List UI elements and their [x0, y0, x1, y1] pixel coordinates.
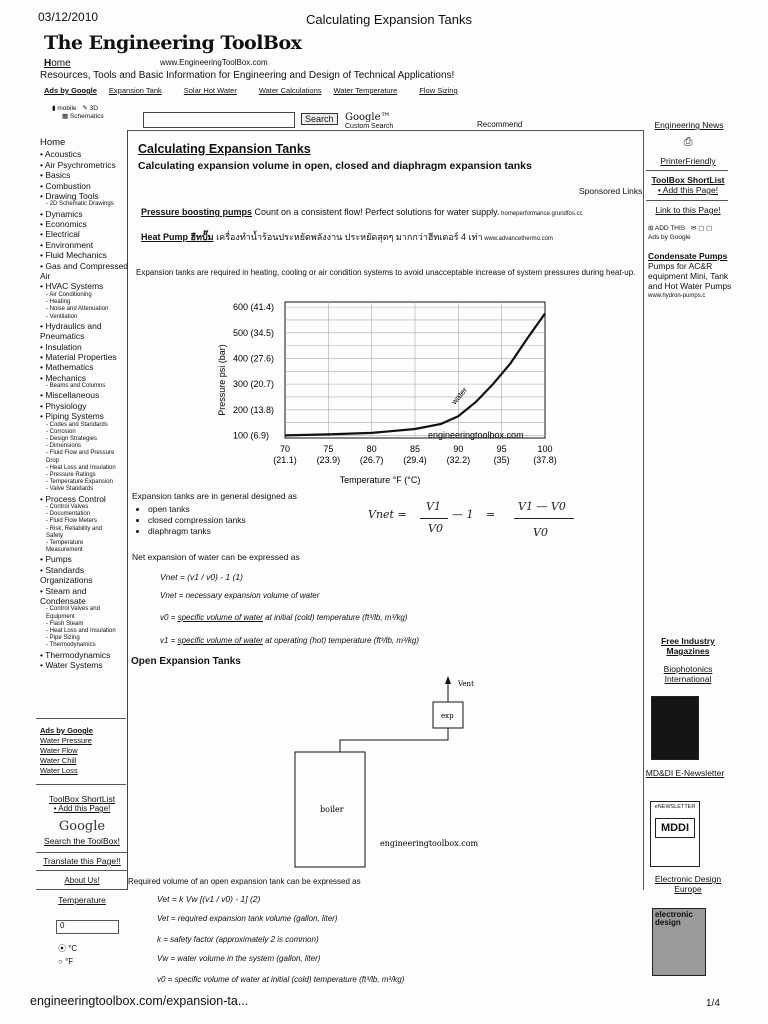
electronic-design-cover-image[interactable]: [652, 908, 706, 976]
right-ad-text: Pumps for AC&R equipment Mini, Tank and Hot Water Pumps: [648, 261, 732, 291]
link-to-page-link[interactable]: Link to this Page!: [655, 205, 721, 215]
sidebar-item[interactable]: • Pumps: [40, 554, 72, 565]
chart-y-tick-label: 500 (34.5): [233, 327, 275, 338]
google-logo-icon: Google: [58, 819, 106, 834]
search-button[interactable]: Search: [301, 113, 338, 125]
sidebar-item[interactable]: • Steam and: [40, 585, 87, 596]
biophotonics-cover-image[interactable]: [651, 696, 699, 760]
celsius-radio[interactable]: ⦿: [58, 944, 66, 953]
right-shortlist-link[interactable]: ToolBox ShortList: [651, 175, 725, 185]
hand-equals: =: [486, 508, 496, 521]
ad-heatpump-text: เครื่องทำน้ำร้อนประหยัดพลังงาน ประหยัดสุดๆ มากกว่าฮีทเตอร์ 4 เท่า: [213, 232, 483, 242]
right-ad-title[interactable]: Condensate Pumps: [648, 251, 728, 261]
water-series-label: water: [449, 385, 470, 407]
sidebar-item[interactable]: Organizations: [40, 575, 93, 586]
sidebar-subitem[interactable]: - Pipe Sizing: [46, 635, 80, 642]
definition-v0-cut: v0 = specific volume of water at initial (cold) temperature (ft³/lb, m³/kg): [157, 975, 405, 984]
chart-x-tick-label: 70 (21.1): [273, 444, 297, 465]
list-item: • open tanks: [148, 504, 246, 515]
electronic-design-cover-title: electronic design: [655, 910, 693, 927]
sidebar-subitem[interactable]: - Documentation: [46, 511, 91, 518]
sidebar-item[interactable]: • Piping Systems: [40, 411, 104, 422]
sidebar-item[interactable]: • HVAC Systems: [40, 281, 104, 292]
boiler-label: boiler: [320, 805, 344, 814]
fahrenheit-radio[interactable]: ○: [58, 957, 63, 966]
mddi-tag: eNEWSLETTER: [654, 804, 696, 810]
ad-heatpump-url[interactable]: www.advancethermo.com: [482, 236, 553, 242]
sidebar-item[interactable]: Air: [40, 271, 51, 282]
hand-numerator: V1 — V0: [518, 500, 566, 513]
right-ads-label[interactable]: Ads by Google: [648, 234, 691, 241]
sidebar-ad-water-flow[interactable]: Water Flow: [40, 746, 78, 755]
sidebar-item[interactable]: • Acoustics: [40, 149, 82, 160]
add-this-icon: ⊞: [648, 225, 654, 232]
mobile-link[interactable]: mobile: [57, 105, 77, 112]
sidebar-item[interactable]: • Drawing Tools: [40, 191, 99, 202]
sidebar-subitem[interactable]: - Heating: [46, 299, 71, 306]
share-icons: ✉ ▢ ▢: [690, 225, 713, 232]
sponsored-links-label: Sponsored Links: [579, 186, 643, 196]
intro-paragraph: Expansion tanks are required in heating, cooling or air condition systems to avoid unacceptable increase of system pressures during heat-up.: [136, 268, 636, 277]
chart-x-axis-label: Temperature °F (°C): [339, 475, 421, 485]
right-ad-url[interactable]: www.hydron-pumps.c: [648, 293, 706, 299]
page-title[interactable]: Calculating Expansion Tanks: [138, 142, 311, 156]
print-date: 03/12/2010: [38, 10, 99, 24]
schematics-icon[interactable]: ▦: [62, 113, 69, 120]
sidebar-item[interactable]: • Physiology: [40, 400, 87, 411]
sidebar-tools: [36, 794, 128, 905]
sidebar-subitem[interactable]: - 2D Schematic Drawings: [46, 201, 114, 208]
exp-label: exp: [441, 712, 454, 720]
sidebar-subitem[interactable]: Drop: [46, 457, 60, 464]
sidebar-item[interactable]: • Environment: [40, 239, 94, 250]
top-ads-row: [44, 86, 458, 95]
sidebar-item[interactable]: • Process Control: [40, 493, 106, 504]
magazine-mddi-link[interactable]: MD&DI E-Newsletter: [645, 768, 725, 778]
definition-v0: v0 = specific volume of water at initial (cold) temperature (ft³/lb, m³/kg): [160, 613, 408, 622]
temp-unit-radios: [58, 942, 77, 968]
sidebar-subitem[interactable]: - Corrosion: [46, 428, 76, 435]
sidebar-ads: [40, 726, 93, 776]
sidebar-add-page-link[interactable]: • Add this Page!: [53, 804, 111, 813]
mddi-cover-image[interactable]: [650, 801, 700, 867]
temperature-converter-label[interactable]: Temperature: [58, 895, 106, 905]
sidebar-subitem[interactable]: - Heat Loss and Insulation: [46, 464, 116, 471]
right-divider-2: [646, 200, 728, 201]
ad-link-expansion-tank[interactable]: Expansion Tank: [108, 86, 162, 95]
sidebar-item[interactable]: • Insulation: [40, 341, 82, 352]
sidebar-nav: [40, 138, 132, 670]
sidebar-subitem[interactable]: - Flash Steam: [46, 620, 84, 627]
sidebar-subitem[interactable]: - Fluid Flow Meters: [46, 518, 98, 525]
ad-link-water-temperature[interactable]: Water Temperature: [333, 86, 398, 95]
translate-page-link[interactable]: Translate this Page!!: [43, 856, 121, 866]
handwritten-formula: [368, 500, 588, 550]
sidebar-item-home[interactable]: Home: [40, 137, 66, 148]
right-divider-1: [646, 170, 728, 171]
right-divider: [643, 130, 644, 890]
ad-pumps-title[interactable]: Pressure boosting pumps: [141, 207, 253, 217]
hand-denominator: V0: [533, 526, 548, 539]
chart-credit: engineeringtoolbox.com: [428, 430, 524, 440]
magazine-electronic-design-link[interactable]: Electronic Design Europe: [654, 874, 722, 894]
google-custom-search: [345, 112, 393, 130]
chart-x-tick-label: 85 (29.4): [403, 444, 427, 465]
chart-x-tick-label: 95 (35): [493, 444, 510, 465]
chart-x-tick-label: 90 (32.2): [446, 444, 471, 465]
sponsored-ad-heatpump[interactable]: [141, 230, 641, 244]
sidebar-subitem[interactable]: - Valve Standards: [46, 486, 94, 493]
hand-v1: V1: [426, 500, 441, 513]
chart-y-axis-label: Pressure psi (bar): [217, 344, 227, 416]
site-url: www.EngineeringToolBox.com: [160, 58, 268, 67]
sidebar-item[interactable]: • Gas and Compressed: [40, 260, 129, 271]
sidebar-item[interactable]: • Hydraulics and: [40, 320, 102, 331]
specific-volume-link[interactable]: specific volume of water: [177, 636, 263, 645]
chart-x-tick-label: 75 (23.9): [316, 444, 341, 465]
chart-y-tick-label: 200 (13.8): [233, 404, 275, 415]
sidebar-shortlist-link[interactable]: ToolBox ShortList: [48, 794, 116, 804]
ad-link-water-calculations[interactable]: Water Calculations: [258, 86, 322, 95]
right-ad: [648, 251, 736, 301]
ad-pumps-text: Count on a consistent flow! Perfect solutions for water supply.: [252, 207, 500, 217]
add-this-button[interactable]: ⊞ ADD THIS ✉ ▢ ▢: [648, 225, 713, 232]
sidebar-ad-water-chill[interactable]: Water Chill: [40, 756, 77, 765]
net-expansion-text: Net expansion of water can be expressed as: [132, 552, 300, 562]
page-subtitle: Calculating expansion volume in open, closed and diaphragm expansion tanks: [138, 160, 532, 172]
sidebar-subitem[interactable]: - Risk, Reliability and: [46, 525, 103, 532]
sidebar-subitem[interactable]: - Noise and Attenuation: [46, 306, 109, 313]
chart-y-tick-label: 300 (20.7): [233, 379, 275, 390]
printer-friendly-link[interactable]: PrinterFriendly: [660, 156, 716, 166]
sidebar-item[interactable]: • Economics: [40, 219, 87, 230]
print-title: Calculating Expansion Tanks: [306, 12, 472, 27]
sidebar-subitem[interactable]: Equipment: [46, 613, 75, 620]
search-input[interactable]: [143, 112, 295, 128]
hand-vnet: Vnet =: [368, 508, 407, 521]
hand-minus-one: — 1: [452, 508, 474, 521]
site-tagline: Resources, Tools and Basic Information for Engineering and Design of Technical Applications!: [40, 70, 455, 81]
sidebar-subitem[interactable]: - Control Valves: [46, 504, 89, 510]
definition-vet: Vet = required expansion tank volume (gallon, liter): [157, 914, 338, 923]
sidebar-item[interactable]: • Mathematics: [40, 362, 94, 373]
diagram-credit: engineeringtoolbox.com: [380, 839, 479, 848]
sidebar-item[interactable]: • Dynamics: [40, 208, 83, 219]
chart-x-tick-label: 100 (37.8): [533, 444, 557, 465]
sidebar-item[interactable]: • Mechanics: [40, 372, 86, 383]
chart-y-tick-label: 600 (41.4): [233, 302, 275, 313]
search-toolbox-link[interactable]: Search the ToolBox!: [44, 836, 120, 846]
sidebar-item[interactable]: Condensate: [40, 596, 86, 607]
definition-v1: v1 = specific volume of water at operating (hot) temperature (ft³/lb, m³/kg): [160, 636, 420, 645]
custom-search-label: Custom Search: [345, 123, 394, 130]
list-item: • closed compression tanks: [148, 515, 246, 526]
sidebar-item[interactable]: • Combustion: [40, 180, 91, 191]
definition-vw: Vw = water volume in the system (gallon, liter): [157, 954, 321, 963]
equation-1: Vnet = (v1 / v0) - 1 (1): [160, 572, 243, 582]
open-tanks-heading: Open Expansion Tanks: [131, 656, 241, 667]
free-magazines-link[interactable]: Free Industry Magazines: [661, 636, 715, 656]
engineering-news-link[interactable]: Engineering News: [654, 120, 724, 130]
sidebar-subitem[interactable]: - Codes and Standards: [46, 421, 108, 428]
site-logo[interactable]: The Engineering ToolBox: [44, 32, 302, 54]
sidebar-subitem[interactable]: - Pressure Ratings: [46, 471, 96, 478]
sidebar-divider-5: [36, 889, 128, 890]
chart-x-tick-label: 80 (26.7): [359, 444, 384, 465]
sidebar-subitem[interactable]: Safety: [46, 532, 64, 539]
pencil-icon[interactable]: ✎: [82, 105, 88, 112]
vent-arrow-icon: [445, 676, 451, 684]
definition-vnet: Vnet = necessary expansion volume of water: [160, 591, 320, 600]
sidebar-subitem[interactable]: Measurement: [46, 547, 83, 554]
sidebar-item[interactable]: • Air Psychrometrics: [40, 159, 116, 170]
specific-volume-link[interactable]: specific volume of water: [177, 613, 263, 622]
required-volume-text: Required volume of an open expansion tank can be expressed as: [128, 877, 361, 886]
sidebar-ads-label[interactable]: Ads by Google: [40, 726, 93, 735]
mddi-logo: MDDI: [655, 818, 695, 838]
chart-y-tick-label: 100 (6.9): [233, 430, 270, 441]
3d-link[interactable]: 3D: [89, 105, 98, 112]
sidebar-item[interactable]: • Electrical: [40, 229, 80, 240]
about-us-link[interactable]: About Us!: [64, 876, 100, 885]
sidebar-item[interactable]: • Material Properties: [40, 351, 117, 362]
sidebar-ad-water-loss[interactable]: Water Loss: [40, 766, 78, 775]
print-page-number: 1/4: [706, 998, 720, 1009]
equation-2: Vet = k Vw [(v1 / v0) - 1] (2): [157, 894, 261, 904]
sidebar-item[interactable]: • Basics: [40, 170, 71, 181]
top-divider: [128, 130, 643, 131]
home-link[interactable]: Home: [44, 58, 71, 69]
designed-as-text: Expansion tanks are in general designed as: [132, 491, 297, 501]
sidebar-ad-water-pressure[interactable]: Water Pressure: [40, 736, 92, 745]
right-shortlist: [648, 175, 728, 195]
sidebar-item[interactable]: • Water Systems: [40, 660, 103, 671]
sidebar-subitem[interactable]: - Temperature Expansion: [46, 479, 113, 486]
sidebar-subitem[interactable]: - Temperature: [46, 540, 84, 547]
sidebar-divider-3: [36, 852, 128, 853]
list-item: • diaphragm tanks: [148, 526, 246, 537]
sidebar-subitem[interactable]: - Beams and Columns: [46, 383, 106, 390]
sidebar-item[interactable]: • Miscellaneous: [40, 390, 100, 401]
sidebar-subitem[interactable]: - Fluid Flow and Pressure: [46, 450, 115, 457]
sidebar-subitem[interactable]: - Air Conditioning: [46, 291, 92, 298]
schematics-link[interactable]: Schematics: [69, 113, 104, 120]
open-tank-diagram: [280, 672, 510, 872]
free-magazines: [643, 636, 733, 684]
temperature-input[interactable]: 0: [56, 920, 119, 934]
definition-k: k = safety factor (approximately 2 is common): [157, 935, 319, 944]
mini-icon-bar: [52, 104, 104, 120]
connecting-pipe: [340, 728, 448, 752]
sidebar-subitem[interactable]: - Thermodynamics: [46, 642, 96, 649]
pressure-temperature-chart: [200, 290, 580, 490]
ad-link-solar-hot-water[interactable]: Solar Hot Water: [183, 86, 237, 95]
right-add-page-link[interactable]: • Add this Page!: [657, 185, 719, 195]
sidebar-subitem[interactable]: - Heat Loss and Insulation: [46, 628, 116, 635]
tank-type-list: [130, 504, 246, 537]
mobile-icon[interactable]: ▮: [52, 105, 56, 112]
sidebar-subitem[interactable]: - Ventilation: [46, 313, 78, 320]
sidebar-ads-divider: [36, 718, 126, 719]
hand-v0: V0: [428, 522, 443, 535]
print-footer-url: engineeringtoolbox.com/expansion-ta...: [30, 994, 249, 1008]
sponsored-ad-pumps[interactable]: [141, 207, 641, 217]
printer-icon[interactable]: ⎙: [683, 136, 693, 148]
sidebar-subitem[interactable]: - Dimensions: [46, 443, 82, 450]
recommend-button[interactable]: Recommend: [477, 120, 523, 129]
google-logo-icon: Google™: [345, 112, 391, 123]
sidebar-subitem[interactable]: - Control Valves and: [46, 606, 100, 613]
sidebar-item[interactable]: Pneumatics: [40, 331, 85, 342]
sidebar-divider-4: [36, 870, 128, 871]
sidebar-item[interactable]: • Standards: [40, 564, 85, 575]
sidebar-ads-divider-2: [36, 784, 126, 785]
celsius-label: °C: [68, 944, 78, 953]
ad-heatpump-title[interactable]: Heat Pump ฮีทปั๊ม: [141, 232, 214, 242]
sidebar-subitem[interactable]: - Design Strategies: [46, 435, 98, 442]
ads-by-google-link[interactable]: Ads by Google: [44, 86, 97, 95]
chart-y-tick-label: 400 (27.6): [233, 353, 275, 364]
vent-label: Vent: [458, 680, 474, 688]
fahrenheit-label: °F: [65, 957, 74, 966]
magazine-biophotonics-link[interactable]: Biophotonics International: [663, 664, 713, 684]
sidebar-item[interactable]: • Thermodynamics: [40, 649, 111, 660]
sidebar-item[interactable]: • Fluid Mechanics: [40, 250, 107, 261]
ad-pumps-url[interactable]: homeperformance.grundfos.cc: [499, 211, 583, 217]
ad-link-flow-sizing[interactable]: Flow Sizing: [419, 86, 458, 95]
